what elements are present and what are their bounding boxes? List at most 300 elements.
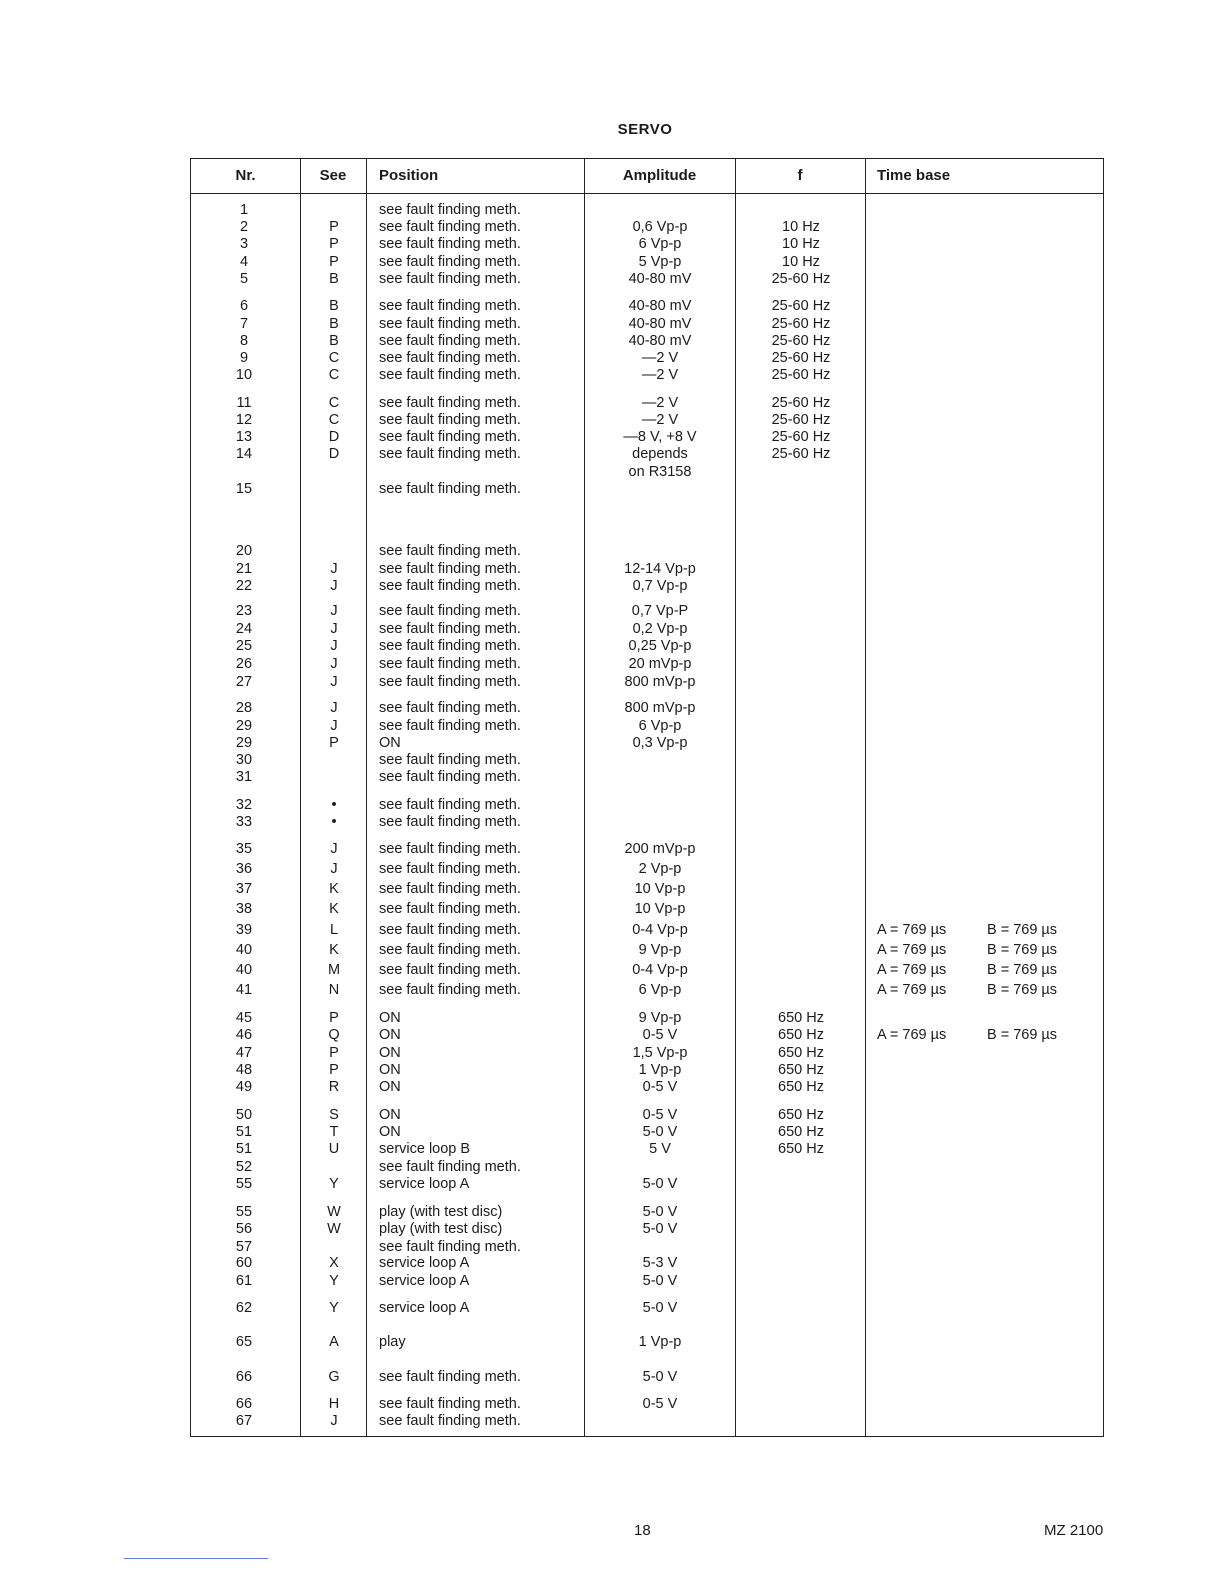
row-number: 65 (235, 1334, 253, 1350)
position: see fault finding meth. (379, 316, 521, 332)
see-reference: D (328, 446, 340, 462)
table-row (191, 637, 1105, 655)
row-number: 22 (235, 578, 253, 594)
position: see fault finding meth. (379, 481, 521, 497)
amplitude: 0-4 Vp-p (632, 962, 688, 978)
time-base-a: A = 769 µs (877, 942, 947, 958)
table-row (191, 394, 1105, 412)
frequency: 650 Hz (778, 1045, 824, 1061)
position: see fault finding meth. (379, 962, 521, 978)
see-reference: J (330, 841, 338, 857)
row-number: 32 (235, 797, 253, 813)
amplitude: 0,7 Vp-P (631, 603, 689, 619)
position: see fault finding meth. (379, 1369, 521, 1385)
amplitude: 5-0 V (642, 1369, 678, 1385)
position: see fault finding meth. (379, 861, 521, 877)
position: see fault finding meth. (379, 718, 521, 734)
table-row (191, 1254, 1105, 1272)
page-title: SERVO (617, 121, 673, 138)
position: service loop A (379, 1300, 470, 1316)
amplitude: 0,3 Vp-p (632, 735, 688, 751)
row-number: 11 (236, 395, 252, 411)
frequency: 25-60 Hz (771, 271, 831, 287)
frequency: 650 Hz (778, 1124, 824, 1140)
see-reference: U (328, 1141, 340, 1157)
position: see fault finding meth. (379, 674, 521, 690)
table-row (191, 1044, 1105, 1062)
table-row (191, 480, 1105, 498)
amplitude: 0,6 Vp-p (632, 219, 688, 235)
amplitude: 6 Vp-p (638, 236, 682, 252)
servo-table (190, 158, 1104, 1437)
table-row (191, 1061, 1105, 1079)
frequency: 650 Hz (778, 1107, 824, 1123)
position: see fault finding meth. (379, 350, 521, 366)
position: see fault finding meth. (379, 797, 521, 813)
table-row (191, 315, 1105, 333)
amplitude: 10 Vp-p (634, 881, 686, 897)
amplitude: 800 mVp-p (624, 700, 696, 716)
header-divider (191, 193, 1103, 194)
row-number: 29 (235, 718, 253, 734)
position: play (with test disc) (379, 1221, 503, 1237)
see-reference: Y (329, 1273, 339, 1289)
position: see fault finding meth. (379, 1159, 521, 1175)
table-row (191, 1368, 1105, 1386)
row-number: 15 (235, 481, 253, 497)
row-number: 13 (235, 429, 253, 445)
see-reference: H (328, 1396, 340, 1412)
row-number: 40 (235, 942, 253, 958)
table-row (191, 900, 1105, 918)
row-number: 1 (239, 202, 249, 218)
table-row (191, 1412, 1105, 1430)
table-row (191, 860, 1105, 878)
frequency: 650 Hz (778, 1141, 824, 1157)
time-base-a: A = 769 µs (877, 922, 947, 938)
position: service loop A (379, 1273, 470, 1289)
table-row (191, 734, 1105, 752)
amplitude: 0,2 Vp-p (632, 621, 688, 637)
position: play (with test disc) (379, 1204, 503, 1220)
row-number: 23 (235, 603, 253, 619)
row-number: 40 (235, 962, 253, 978)
table-row (191, 235, 1105, 253)
row-number: 61 (235, 1273, 253, 1289)
time-base-a: A = 769 µs (877, 962, 947, 978)
position: see fault finding meth. (379, 219, 521, 235)
see-reference: J (330, 638, 338, 654)
row-number: 62 (235, 1300, 253, 1316)
position: see fault finding meth. (379, 236, 521, 252)
amplitude: 10 Vp-p (634, 901, 686, 917)
position: ON (379, 1124, 401, 1140)
position: see fault finding meth. (379, 656, 521, 672)
row-number: 67 (235, 1413, 253, 1429)
frequency: 25-60 Hz (771, 446, 831, 462)
position: ON (379, 1045, 401, 1061)
table-row (191, 813, 1105, 831)
amplitude: 9 Vp-p (638, 1010, 682, 1026)
amplitude: —8 V, +8 V (623, 429, 697, 445)
header-time-base: Time base (877, 167, 951, 184)
row-number: 6 (239, 298, 249, 314)
position: see fault finding meth. (379, 901, 521, 917)
model-code: MZ 2100 (1044, 1522, 1104, 1539)
time-base-b: B = 769 µs (987, 922, 1058, 938)
position: see fault finding meth. (379, 561, 521, 577)
row-number: 55 (235, 1176, 253, 1192)
amplitude: 200 mVp-p (624, 841, 696, 857)
table-row (191, 218, 1105, 236)
see-reference: B (329, 316, 339, 332)
frequency: 25-60 Hz (771, 367, 831, 383)
see-reference: J (330, 1413, 338, 1429)
amplitude: 0-5 V (642, 1027, 678, 1043)
row-number: 36 (235, 861, 253, 877)
table-row (191, 1333, 1105, 1351)
table-row (191, 1175, 1105, 1193)
row-number: 12 (235, 412, 253, 428)
frequency: 650 Hz (778, 1027, 824, 1043)
amplitude: 5 V (649, 1141, 671, 1157)
row-number: 27 (235, 674, 253, 690)
table-row (191, 1026, 1105, 1044)
table-row (191, 1395, 1105, 1413)
row-number: 66 (235, 1396, 253, 1412)
row-number: 5 (239, 271, 249, 287)
table-row (191, 332, 1105, 350)
header-position: Position (379, 167, 439, 184)
position: service loop B (379, 1141, 471, 1157)
position: see fault finding meth. (379, 333, 521, 349)
see-reference: J (330, 674, 338, 690)
row-number: 24 (235, 621, 253, 637)
position: see fault finding meth. (379, 367, 521, 383)
amplitude: 40-80 mV (628, 271, 692, 287)
see-reference: D (328, 429, 340, 445)
amplitude: 5-3 V (642, 1255, 678, 1271)
row-number: 45 (235, 1010, 253, 1026)
amplitude: 6 Vp-p (638, 718, 682, 734)
amplitude: —2 V (641, 395, 679, 411)
position: see fault finding meth. (379, 603, 521, 619)
see-reference: B (329, 271, 339, 287)
table-row (191, 463, 1105, 481)
see-reference: • (331, 797, 337, 813)
position: see fault finding meth. (379, 881, 521, 897)
position: see fault finding meth. (379, 621, 521, 637)
table-row (191, 768, 1105, 786)
row-number: 48 (235, 1062, 253, 1078)
table-row (191, 1158, 1105, 1176)
amplitude: 40-80 mV (628, 298, 692, 314)
see-reference: W (327, 1204, 341, 1220)
position: see fault finding meth. (379, 412, 521, 428)
table-row (191, 542, 1105, 560)
see-reference: J (330, 718, 338, 734)
frequency: 10 Hz (782, 254, 820, 270)
table-row (191, 428, 1105, 446)
see-reference: J (330, 561, 338, 577)
table-row (191, 602, 1105, 620)
table-row (191, 1220, 1105, 1238)
row-number: 29 (235, 735, 253, 751)
see-reference: A (329, 1334, 339, 1350)
row-number: 14 (235, 446, 253, 462)
row-number: 51 (235, 1141, 253, 1157)
table-row (191, 796, 1105, 814)
row-number: 49 (235, 1079, 253, 1095)
position: ON (379, 1062, 401, 1078)
row-number: 41 (235, 982, 253, 998)
table-row (191, 1140, 1105, 1158)
table-row (191, 1203, 1105, 1221)
see-reference: X (329, 1255, 339, 1271)
table-row (191, 961, 1105, 979)
frequency: 25-60 Hz (771, 395, 831, 411)
position: see fault finding meth. (379, 814, 521, 830)
row-number: 66 (235, 1369, 253, 1385)
see-reference: K (329, 942, 339, 958)
see-reference: G (328, 1369, 340, 1385)
see-reference: P (329, 254, 339, 270)
position: ON (379, 1027, 401, 1043)
amplitude: 5-0 V (642, 1273, 678, 1289)
table-row (191, 366, 1105, 384)
position: see fault finding meth. (379, 271, 521, 287)
position: see fault finding meth. (379, 982, 521, 998)
time-base-b: B = 769 µs (987, 962, 1058, 978)
amplitude: 0,7 Vp-p (632, 578, 688, 594)
table-row (191, 445, 1105, 463)
position: see fault finding meth. (379, 922, 521, 938)
row-number: 20 (235, 543, 253, 559)
position: play (379, 1334, 406, 1350)
frequency: 10 Hz (782, 219, 820, 235)
row-number: 7 (239, 316, 249, 332)
amplitude: 0-5 V (642, 1079, 678, 1095)
row-number: 26 (235, 656, 253, 672)
table-row (191, 1299, 1105, 1317)
position: see fault finding meth. (379, 446, 521, 462)
see-reference: C (328, 395, 340, 411)
position: ON (379, 735, 401, 751)
table-row (191, 751, 1105, 769)
amplitude: 2 Vp-p (638, 861, 682, 877)
position: service loop A (379, 1255, 470, 1271)
position: ON (379, 1107, 401, 1123)
see-reference: C (328, 367, 340, 383)
row-number: 3 (239, 236, 249, 252)
amplitude: 0-4 Vp-p (632, 922, 688, 938)
see-reference: Q (328, 1027, 340, 1043)
row-number: 47 (235, 1045, 253, 1061)
see-reference: L (329, 922, 339, 938)
header-frequency: f (797, 167, 803, 184)
table-row (191, 270, 1105, 288)
frequency: 650 Hz (778, 1010, 824, 1026)
see-reference: P (329, 1010, 339, 1026)
position: see fault finding meth. (379, 202, 521, 218)
see-reference: J (330, 603, 338, 619)
row-number: 37 (235, 881, 253, 897)
see-reference: B (329, 333, 339, 349)
header-amplitude: Amplitude (622, 167, 697, 184)
position: see fault finding meth. (379, 942, 521, 958)
amplitude: 40-80 mV (628, 316, 692, 332)
row-number: 4 (239, 254, 249, 270)
position: ON (379, 1010, 401, 1026)
row-number: 60 (235, 1255, 253, 1271)
amplitude: 1,5 Vp-p (632, 1045, 688, 1061)
position: see fault finding meth. (379, 543, 521, 559)
see-reference: J (330, 861, 338, 877)
row-number: 38 (235, 901, 253, 917)
frequency: 25-60 Hz (771, 429, 831, 445)
table-row (191, 1106, 1105, 1124)
amplitude: —2 V (641, 367, 679, 383)
amplitude: 5-0 V (642, 1300, 678, 1316)
see-reference: C (328, 350, 340, 366)
position: see fault finding meth. (379, 1396, 521, 1412)
see-reference: P (329, 1062, 339, 1078)
amplitude: 0-5 V (642, 1107, 678, 1123)
row-number: 46 (235, 1027, 253, 1043)
table-row (191, 673, 1105, 691)
amplitude: 5-0 V (642, 1221, 678, 1237)
row-number: 39 (235, 922, 253, 938)
frequency: 25-60 Hz (771, 412, 831, 428)
row-number: 50 (235, 1107, 253, 1123)
frequency: 25-60 Hz (771, 350, 831, 366)
frequency: 25-60 Hz (771, 333, 831, 349)
position: see fault finding meth. (379, 841, 521, 857)
see-reference: B (329, 298, 339, 314)
table-row (191, 201, 1105, 219)
position: see fault finding meth. (379, 752, 521, 768)
see-reference: J (330, 621, 338, 637)
scan-artifact-line (124, 1558, 268, 1559)
amplitude: 1 Vp-p (638, 1334, 682, 1350)
row-number: 55 (235, 1204, 253, 1220)
see-reference: M (327, 962, 341, 978)
see-reference: P (329, 219, 339, 235)
see-reference: K (329, 901, 339, 917)
table-row (191, 717, 1105, 735)
row-number: 56 (235, 1221, 253, 1237)
see-reference: J (330, 700, 338, 716)
amplitude: 0-5 V (642, 1396, 678, 1412)
amplitude: 5-0 V (642, 1176, 678, 1192)
see-reference: W (327, 1221, 341, 1237)
amplitude: 5-0 V (642, 1124, 678, 1140)
row-number: 30 (235, 752, 253, 768)
row-number: 35 (235, 841, 253, 857)
table-row (191, 1009, 1105, 1027)
amplitude: depends (632, 446, 688, 462)
amplitude: —2 V (641, 412, 679, 428)
see-reference: P (329, 1045, 339, 1061)
time-base-b: B = 769 µs (987, 942, 1058, 958)
see-reference: Y (329, 1176, 339, 1192)
table-row (191, 577, 1105, 595)
row-number: 21 (235, 561, 253, 577)
time-base-b: B = 769 µs (987, 982, 1058, 998)
amplitude: 20 mVp-p (628, 656, 692, 672)
row-number: 8 (239, 333, 249, 349)
time-base-a: A = 769 µs (877, 982, 947, 998)
table-row (191, 941, 1105, 959)
page-number: 18 (634, 1522, 651, 1539)
table-row (191, 1123, 1105, 1141)
see-reference: J (330, 656, 338, 672)
frequency: 25-60 Hz (771, 316, 831, 332)
position: see fault finding meth. (379, 254, 521, 270)
time-base-b: B = 769 µs (987, 1027, 1058, 1043)
see-reference: K (329, 881, 339, 897)
position: ON (379, 1079, 401, 1095)
see-reference: Y (329, 1300, 339, 1316)
row-number: 9 (239, 350, 249, 366)
see-reference: J (330, 578, 338, 594)
position: see fault finding meth. (379, 578, 521, 594)
see-reference: S (329, 1107, 339, 1123)
see-reference: C (328, 412, 340, 428)
table-row (191, 411, 1105, 429)
time-base-a: A = 769 µs (877, 1027, 947, 1043)
position: see fault finding meth. (379, 700, 521, 716)
row-number: 31 (235, 769, 253, 785)
frequency: 650 Hz (778, 1079, 824, 1095)
amplitude: —2 V (641, 350, 679, 366)
row-number: 51 (235, 1124, 253, 1140)
position: service loop A (379, 1176, 470, 1192)
row-number: 28 (235, 700, 253, 716)
see-reference: N (328, 982, 340, 998)
row-number: 57 (235, 1239, 253, 1255)
table-row (191, 655, 1105, 673)
see-reference: T (329, 1124, 339, 1140)
table-row (191, 1272, 1105, 1290)
header-see: See (319, 167, 347, 184)
amplitude: 40-80 mV (628, 333, 692, 349)
position: see fault finding meth. (379, 1413, 521, 1429)
table-row (191, 699, 1105, 717)
frequency: 650 Hz (778, 1062, 824, 1078)
row-number: 2 (239, 219, 249, 235)
position: see fault finding meth. (379, 429, 521, 445)
amplitude: 9 Vp-p (638, 942, 682, 958)
frequency: 10 Hz (782, 236, 820, 252)
header-nr: Nr. (235, 167, 256, 184)
table-row (191, 981, 1105, 999)
table-row (191, 1078, 1105, 1096)
position: see fault finding meth. (379, 638, 521, 654)
amplitude: 5 Vp-p (638, 254, 682, 270)
amplitude: 0,25 Vp-p (628, 638, 692, 654)
amplitude: 800 mVp-p (624, 674, 696, 690)
amplitude: 6 Vp-p (638, 982, 682, 998)
table-row (191, 620, 1105, 638)
table-row (191, 921, 1105, 939)
see-reference: R (328, 1079, 340, 1095)
position: see fault finding meth. (379, 1239, 521, 1255)
row-number: 25 (235, 638, 253, 654)
amplitude: on R3158 (628, 464, 692, 480)
table-row (191, 297, 1105, 315)
table-row (191, 840, 1105, 858)
